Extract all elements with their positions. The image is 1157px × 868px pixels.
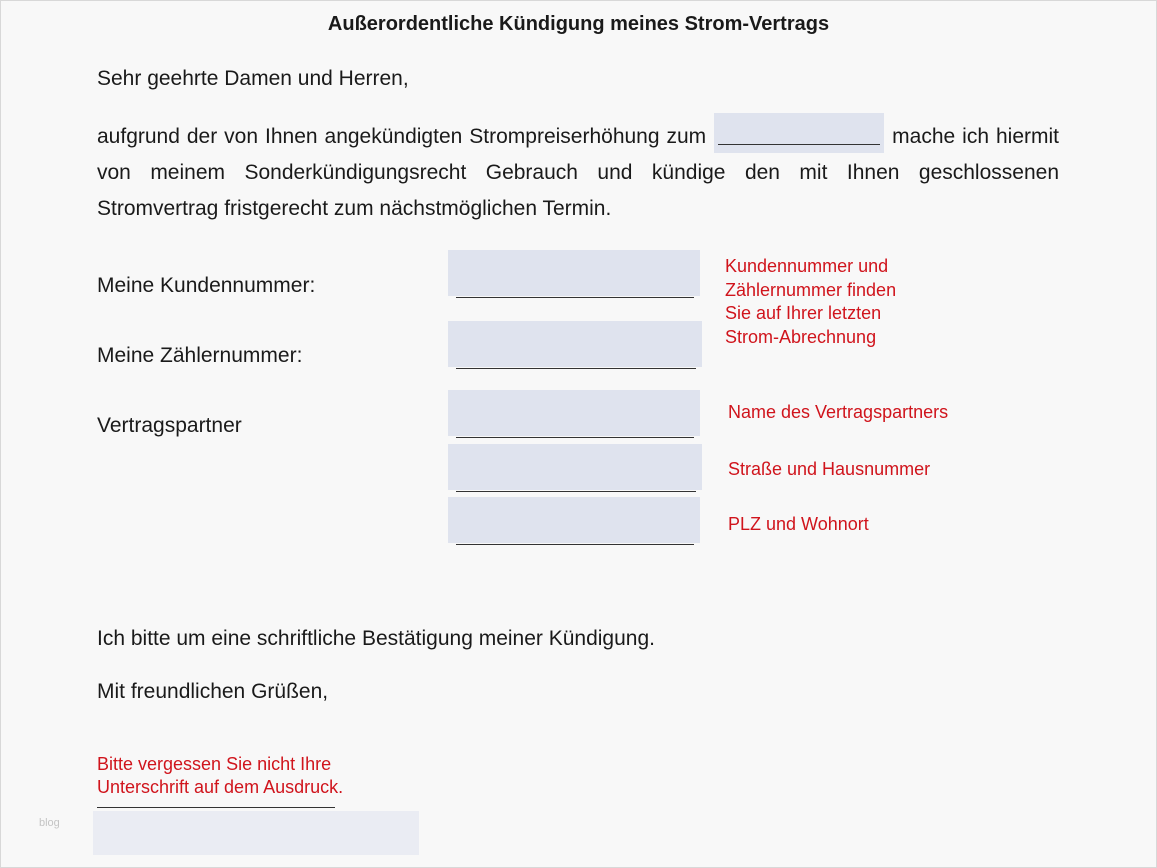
kundennummer-input-field[interactable] xyxy=(448,250,700,296)
partner-name-note: Name des Vertragspartners xyxy=(728,402,949,422)
signature-note-line2: Unterschrift auf dem Ausdruck. xyxy=(97,777,344,797)
date-input-field[interactable] xyxy=(714,113,884,153)
closing-greeting: Mit freundlichen Grüßen, xyxy=(97,680,329,703)
vertragspartner-label: Vertragspartner xyxy=(97,414,242,437)
partner-name-underline xyxy=(456,437,694,438)
kundennummer-label: Meine Kundennummer: xyxy=(97,274,316,297)
zaehlernummer-input-field[interactable] xyxy=(448,321,702,367)
city-note: PLZ und Wohnort xyxy=(728,514,869,534)
paragraph-part2: mache ich hiermit von meinem Sonderkündigungsrecht Gebrauch und kündige den mit Ihnen geschlossenen Stromvertrag fristgerecht zum nächstmöglichen Termin. xyxy=(97,125,1059,220)
signature-line xyxy=(97,807,335,808)
signature-input-field[interactable] xyxy=(93,811,419,855)
document-title: Außerordentliche Kündigung meines Strom-Vertrags xyxy=(327,13,830,35)
signature-note-line1: Bitte vergessen Sie nicht Ihre xyxy=(97,754,332,774)
salutation: Sehr geehrte Damen und Herren, xyxy=(97,67,409,90)
street-note: Straße und Hausnummer xyxy=(728,459,931,479)
confirmation-request: Ich bitte um eine schriftliche Bestätigung meiner Kündigung. xyxy=(97,627,655,650)
date-underline xyxy=(718,144,880,145)
partner-city-underline xyxy=(456,544,694,545)
watermark: blog xyxy=(39,817,60,829)
zaehlernummer-underline xyxy=(456,368,696,369)
paragraph-part1: aufgrund der von Ihnen angekündigten Strompreiserhöhung zum xyxy=(97,125,707,148)
partner-street-underline xyxy=(456,491,696,492)
kundennummer-underline xyxy=(456,297,694,298)
partner-name-input-field[interactable] xyxy=(448,390,700,436)
partner-city-input-field[interactable] xyxy=(448,497,700,543)
partner-street-input-field[interactable] xyxy=(448,444,702,490)
zaehlernummer-label: Meine Zählernummer: xyxy=(97,344,303,367)
main-paragraph xyxy=(97,113,1059,227)
numbers-hint-note: Kundennummer und Zählernummer finden Sie auf Ihrer letzten Strom-Abrechnung xyxy=(725,256,897,347)
